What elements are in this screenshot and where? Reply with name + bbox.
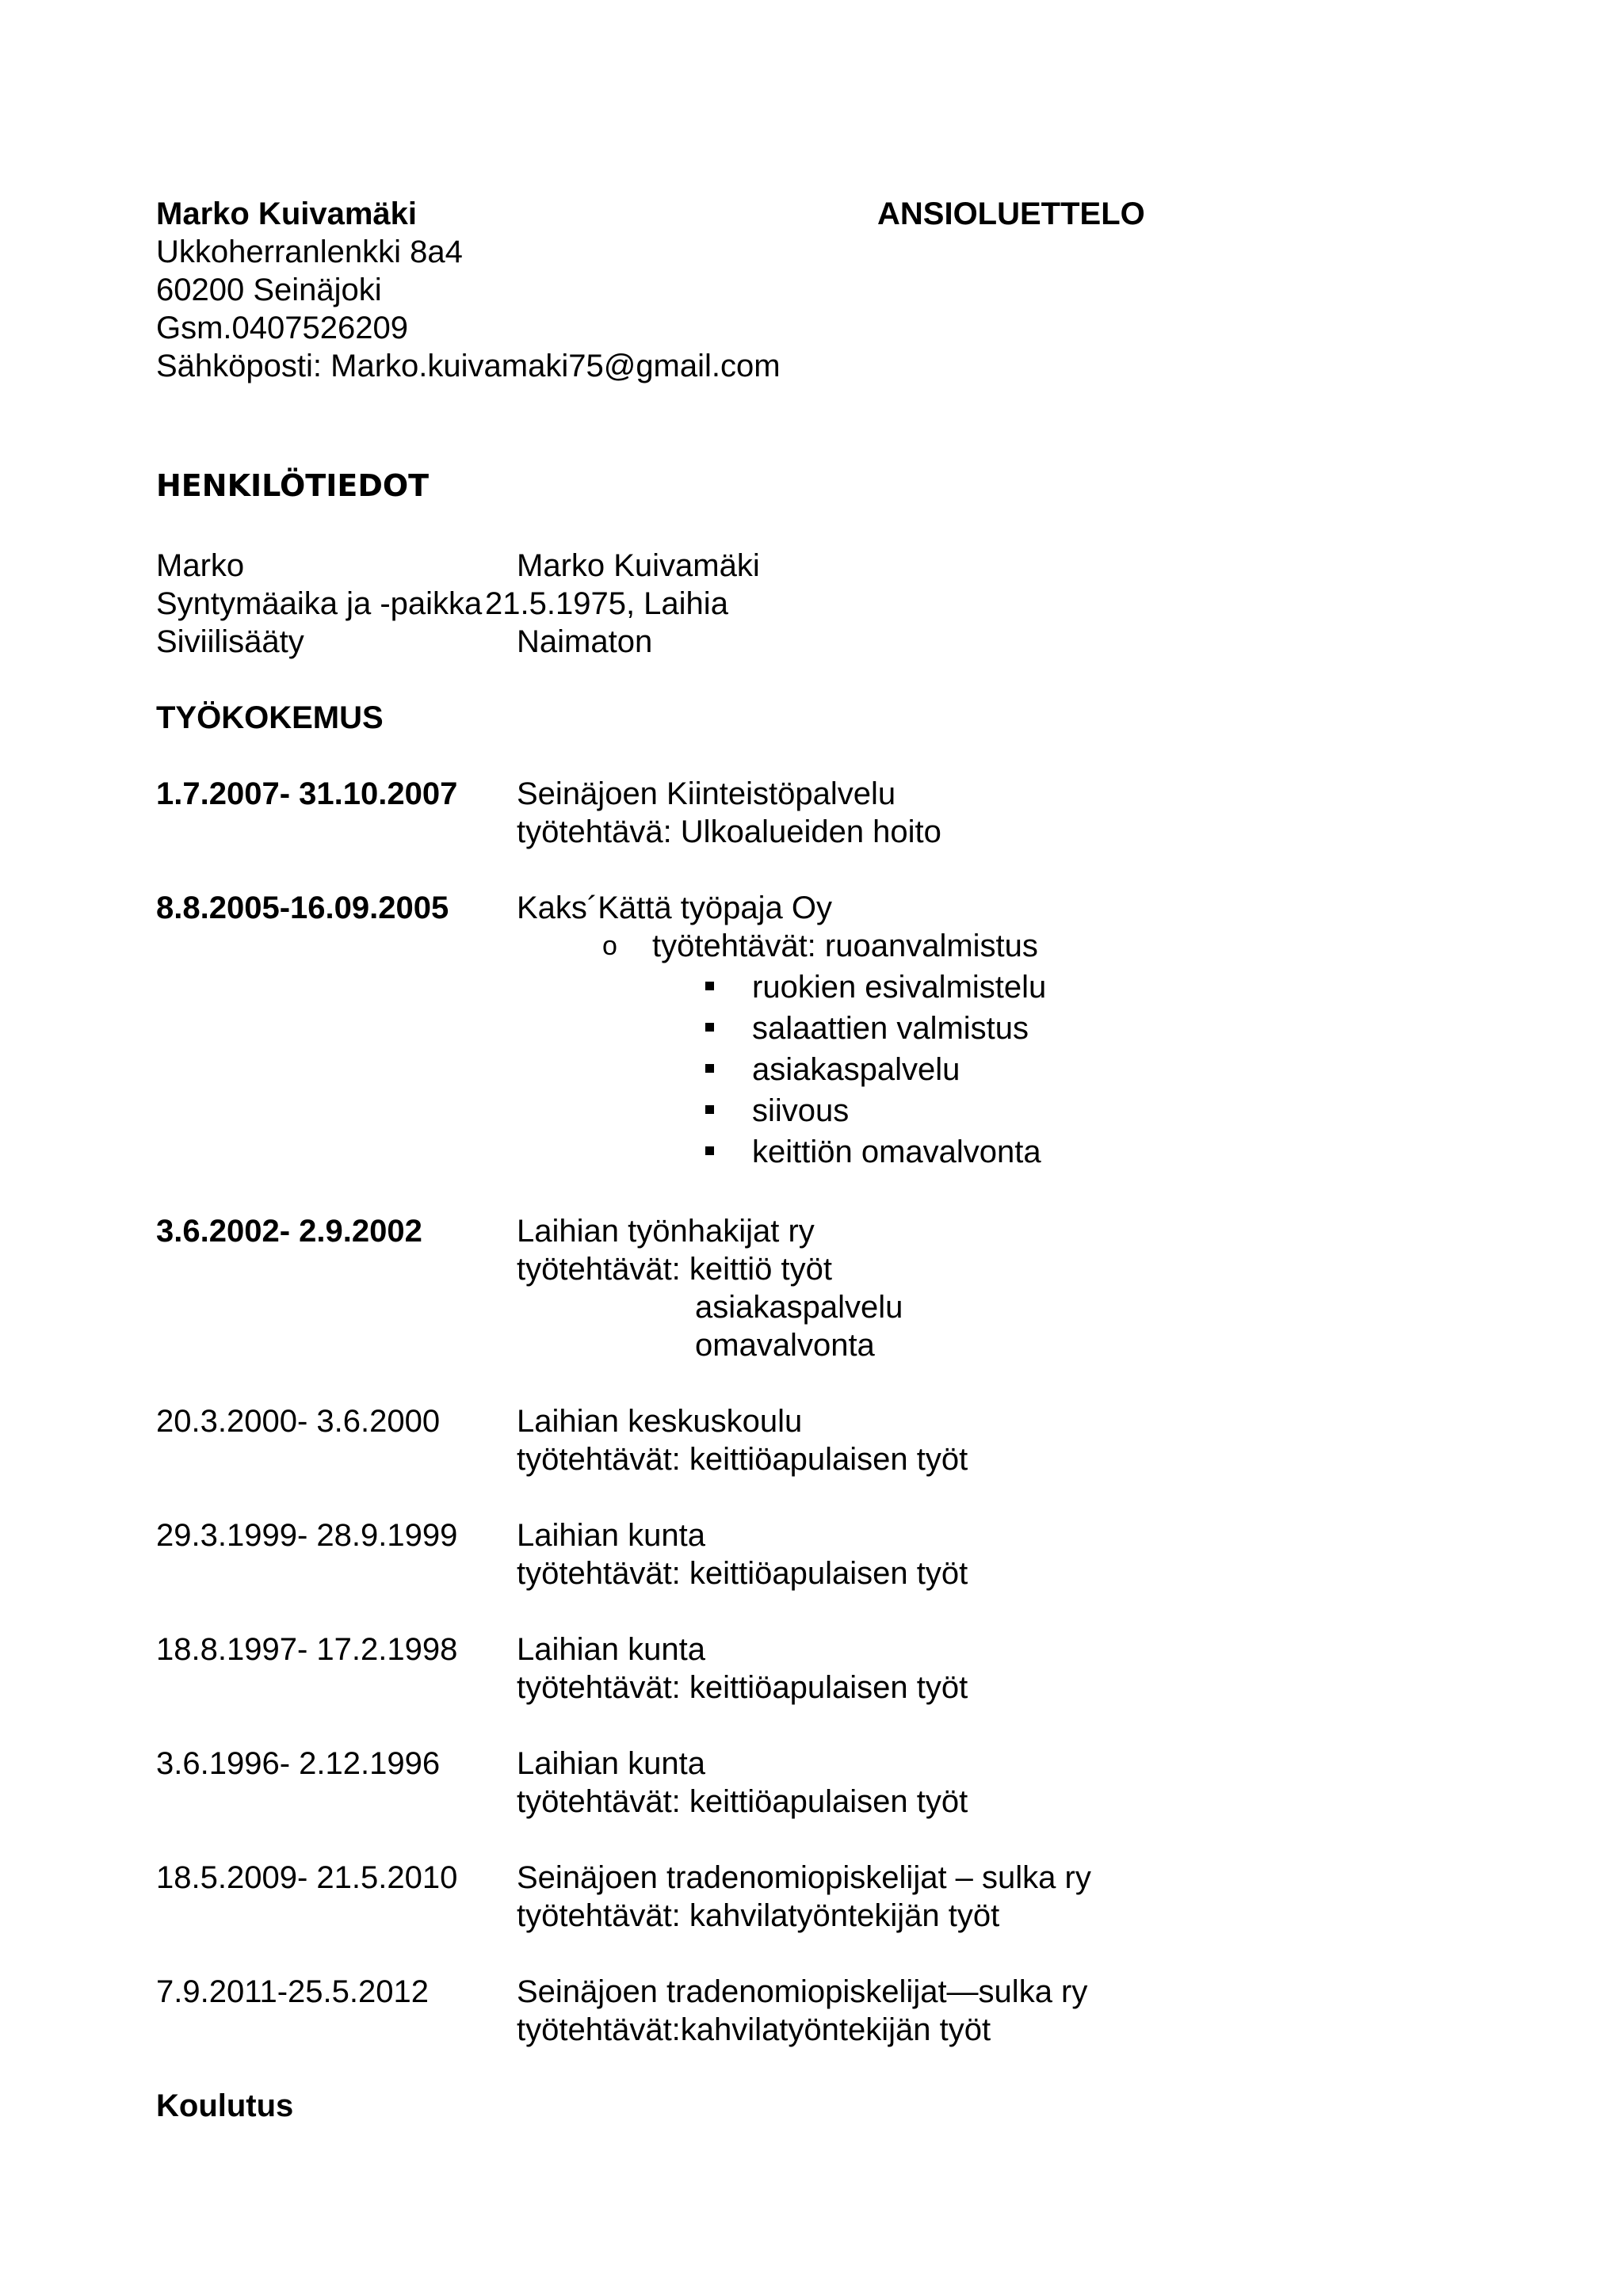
job-employer: Seinäjoen Kiinteistöpalvelu <box>517 776 896 811</box>
personal-value-birth: 21.5.1975, Laihia <box>485 586 728 621</box>
job-dates: 3.6.1996- 2.12.1996 <box>156 1746 441 1781</box>
address-city: 60200 Seinäjoki <box>156 273 382 307</box>
applicant-name: Marko Kuivamäki <box>156 196 418 231</box>
job-dates: 7.9.2011-25.5.2012 <box>156 1974 430 2009</box>
job-employer: Seinäjoen tradenomiopiskelijat—sulka ry <box>517 1974 1088 2009</box>
job-dates: 29.3.1999- 28.9.1999 <box>156 1518 458 1553</box>
job-dates: 3.6.2002- 2.9.2002 <box>156 1214 422 1249</box>
job-dates: 18.5.2009- 21.5.2010 <box>156 1860 458 1895</box>
job-employer: Laihian kunta <box>517 1518 705 1553</box>
job-duty-extra: asiakaspalvelu <box>695 1290 903 1325</box>
address-street: Ukkoherranlenkki 8a4 <box>156 235 463 269</box>
job-duty-extra: omavalvonta <box>695 1328 875 1363</box>
document-title: ANSIOLUETTELO <box>877 196 1145 231</box>
job-duty: työtehtävä: Ulkoalueiden hoito <box>517 814 941 849</box>
job-duty: työtehtävät: kahvilatyöntekijän työt <box>517 1898 1000 1933</box>
section-heading-education: Koulutus <box>156 2088 294 2123</box>
job-employer: Laihian työnhakijat ry <box>517 1214 815 1249</box>
job-duty: työtehtävät: keittiöapulaisen työt <box>517 1784 968 1819</box>
job-employer: Laihian kunta <box>517 1746 705 1781</box>
job-employer: Kaks´Kättä työpaja Oy <box>517 891 832 925</box>
task-item: ruokien esivalmistelu <box>752 970 1047 1005</box>
task-item: salaattien valmistus <box>752 1011 1029 1046</box>
job-dates: 20.3.2000- 3.6.2000 <box>156 1404 441 1439</box>
square-bullet-icon <box>705 982 714 990</box>
job-duty: työtehtävät:kahvilatyöntekijän työt <box>517 2012 991 2047</box>
email-address: Sähköposti: Marko.kuivamaki75@gmail.com <box>156 349 781 383</box>
job-employer: Laihian keskuskoulu <box>517 1404 803 1439</box>
job-employer: Laihian kunta <box>517 1632 705 1667</box>
job-duty: työtehtävät: keittiöapulaisen työt <box>517 1442 968 1477</box>
square-bullet-icon <box>705 1146 714 1155</box>
job-duty-subheading: työtehtävät: ruoanvalmistus <box>652 929 1038 963</box>
job-duty: työtehtävät: keittiö työt <box>517 1252 832 1287</box>
task-item: asiakaspalvelu <box>752 1052 960 1087</box>
square-bullet-icon <box>705 1023 714 1032</box>
job-employer: Seinäjoen tradenomiopiskelijat – sulka ry <box>517 1860 1091 1895</box>
square-bullet-icon <box>705 1105 714 1114</box>
personal-label-marital: Siviilisääty <box>156 624 304 659</box>
personal-label-birth: Syntymäaika ja -paikka <box>156 586 483 621</box>
job-duty: työtehtävät: keittiöapulaisen työt <box>517 1670 968 1705</box>
job-duty: työtehtävät: keittiöapulaisen työt <box>517 1556 968 1591</box>
section-heading-experience: TYÖKOKEMUS <box>156 700 384 735</box>
square-bullet-icon <box>705 1064 714 1073</box>
job-dates: 1.7.2007- 31.10.2007 <box>156 776 458 811</box>
personal-value-name: Marko Kuivamäki <box>517 548 760 583</box>
job-dates: 18.8.1997- 17.2.1998 <box>156 1632 458 1667</box>
circle-bullet-icon: o <box>602 931 617 961</box>
personal-label-name: Marko <box>156 548 245 583</box>
section-heading-personal: HENKILÖTIEDOT <box>156 468 430 503</box>
job-dates: 8.8.2005-16.09.2005 <box>156 891 449 925</box>
task-item: siivous <box>752 1093 850 1128</box>
personal-value-marital: Naimaton <box>517 624 653 659</box>
phone-number: Gsm.0407526209 <box>156 311 409 345</box>
task-item: keittiön omavalvonta <box>752 1135 1041 1169</box>
